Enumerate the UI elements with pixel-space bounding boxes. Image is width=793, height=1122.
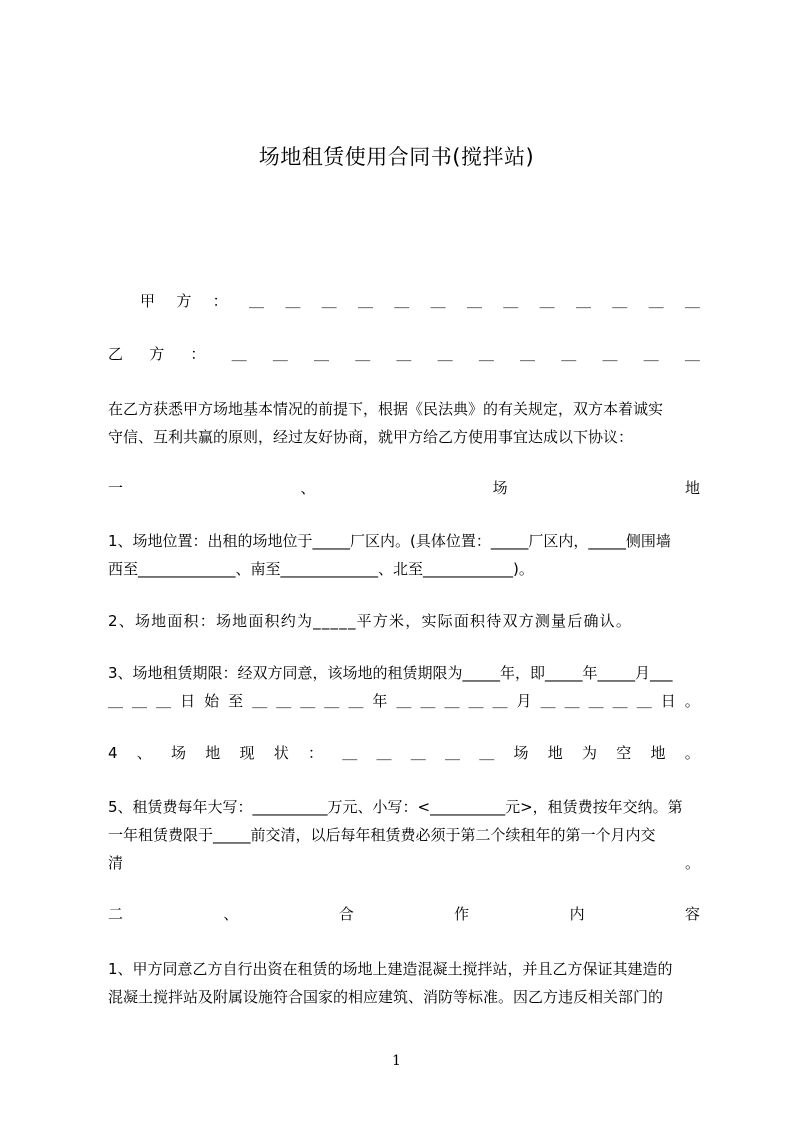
item-3-line-2-char: ＿ xyxy=(324,692,340,710)
party-b-char: ＿ xyxy=(520,345,536,363)
item-3-line-2-char: 年 xyxy=(372,692,388,710)
party-a-char: ＿ xyxy=(575,292,591,310)
party-b-char: ＿ xyxy=(561,345,577,363)
item-3-line-2-char: 日 xyxy=(660,692,676,710)
party-a-char: ＿ xyxy=(430,292,446,310)
item-4-char: ： xyxy=(308,744,324,762)
item-3-line-2-char: ＿ xyxy=(612,692,628,710)
party-b-char: ＿ xyxy=(396,345,412,363)
party-b-char: ＿ xyxy=(272,345,288,363)
party-a-line xyxy=(108,289,700,313)
item-4-char: 地 xyxy=(650,744,666,762)
item-3-line-2-char: ＿ xyxy=(156,692,172,710)
item-4-char: 、 xyxy=(136,744,152,762)
item-3-line-1: 3、场地租赁期限：经双方同意，该场地的租赁期限为_____年，即_____年_____月___ xyxy=(108,664,673,682)
item-5-line-1: 5、租赁费每年大写：__________万元、小写：<__________元>，租赁费按年交纳。第 xyxy=(108,798,683,816)
item-3-line-2-char: 日 xyxy=(180,692,196,710)
item-3-line-2-char: ＿ xyxy=(444,692,460,710)
section-2-heading-char: 内 xyxy=(569,905,585,923)
item-5-line-3-left: 清 xyxy=(108,854,124,872)
section-2-heading-char: 作 xyxy=(454,905,470,923)
section-2-heading-char: 、 xyxy=(223,905,239,923)
party-a-char: ＿ xyxy=(648,292,664,310)
item-5-line-2: 一年租赁费限于_____前交清，以后每年租赁费必须于第二个续租年的第一个月内交 xyxy=(108,826,656,844)
party-a-char: ＿ xyxy=(357,292,373,310)
item-4-char: ＿ xyxy=(479,744,495,762)
party-a-char: ＿ xyxy=(466,292,482,310)
item-3-line-2-char: ＿ xyxy=(252,692,268,710)
party-a-char: ＿ xyxy=(248,292,264,310)
item-3-line-2-char: 至 xyxy=(228,692,244,710)
item-3-line-2-char: 始 xyxy=(204,692,220,710)
item-3-line-2-char: ＿ xyxy=(540,692,556,710)
party-a-char: ＿ xyxy=(394,292,410,310)
page-number: 1 xyxy=(392,1053,401,1069)
section-1-heading-char: 场 xyxy=(492,479,508,497)
party-a-char: 方 xyxy=(176,292,192,310)
item-3-line-2-char: ＿ xyxy=(300,692,316,710)
item-4-char: 为 xyxy=(582,744,598,762)
preamble-line-2: 守信、互利共赢的原则，经过友好协商，就甲方给乙方使用事宜达成以下协议： xyxy=(108,428,634,446)
party-b-char: ＿ xyxy=(478,345,494,363)
party-a-char: ＿ xyxy=(539,292,555,310)
item-1-line-1: 1、场地位置：出租的场地位于_____厂区内。(具体位置：_____厂区内，_____侧围墙 xyxy=(108,532,671,550)
party-a-char: ＿ xyxy=(285,292,301,310)
item-3-line-2-char: ＿ xyxy=(108,692,124,710)
item-4-char: 4 xyxy=(108,744,118,762)
item-4-char: ＿ xyxy=(410,744,426,762)
item-4-char: 空 xyxy=(616,744,632,762)
item-3-line-2-char: ＿ xyxy=(132,692,148,710)
party-b-char: ＿ xyxy=(643,345,659,363)
item-4-char: ＿ xyxy=(376,744,392,762)
item-3-line-2-char: ＿ xyxy=(636,692,652,710)
party-b-char: 乙 xyxy=(108,345,124,363)
item-4-char: 。 xyxy=(684,744,700,762)
party-b-char: ＿ xyxy=(314,345,330,363)
party-b-char: 方 xyxy=(149,345,165,363)
preamble-line-1: 在乙方获悉甲方场地基本情况的前提下，根据《民法典》的有关规定，双方本着诚实 xyxy=(108,400,664,418)
party-b-line xyxy=(108,342,700,366)
party-a-char: ＿ xyxy=(684,292,700,310)
item-5-line-3-right: 。 xyxy=(684,854,700,872)
section-1-heading-char: 地 xyxy=(684,479,700,497)
item-3-line-2 xyxy=(108,689,700,713)
section-2-item-1-line-1: 1、甲方同意乙方自行出资在租赁的场地上建造混凝土搅拌站，并且乙方保证其建造的 xyxy=(108,960,673,978)
item-4-char: ＿ xyxy=(445,744,461,762)
party-a-char: ＿ xyxy=(321,292,337,310)
item-4-char: 状 xyxy=(273,744,289,762)
item-3-line-2-char: ＿ xyxy=(564,692,580,710)
party-a-char: ： xyxy=(212,292,228,310)
item-4-char: 现 xyxy=(239,744,255,762)
party-b-char: ＿ xyxy=(437,345,453,363)
item-3-line-2-char: ＿ xyxy=(348,692,364,710)
item-3-line-2-char: ＿ xyxy=(492,692,508,710)
party-b-char: ： xyxy=(190,345,206,363)
party-a-char: ＿ xyxy=(503,292,519,310)
item-3-line-2-char: ＿ xyxy=(420,692,436,710)
item-4-line xyxy=(108,741,700,765)
section-1-heading-char: 、 xyxy=(300,479,316,497)
party-b-char: ＿ xyxy=(684,345,700,363)
party-b-char: ＿ xyxy=(231,345,247,363)
section-2-heading-char: 合 xyxy=(338,905,354,923)
section-2-heading-char: 容 xyxy=(684,905,700,923)
section-1-heading-char: 一 xyxy=(108,479,124,497)
item-4-char: 场 xyxy=(513,744,529,762)
party-a-char: 甲 xyxy=(140,292,156,310)
item-3-line-2-char: ＿ xyxy=(468,692,484,710)
party-a-char: ＿ xyxy=(612,292,628,310)
item-3-line-2-char: ＿ xyxy=(588,692,604,710)
item-3-line-2-char: 月 xyxy=(516,692,532,710)
item-4-char: 场 xyxy=(171,744,187,762)
item-3-line-2-char: ＿ xyxy=(396,692,412,710)
document-body xyxy=(108,0,700,1122)
party-b-char: ＿ xyxy=(355,345,371,363)
item-3-line-2-char: ＿ xyxy=(276,692,292,710)
item-4-char: 地 xyxy=(547,744,563,762)
item-4-char: 地 xyxy=(205,744,221,762)
section-2-item-1-line-2: 混凝土搅拌站及附属设施符合国家的相应建筑、消防等标准。因乙方违反相关部门的 xyxy=(108,988,664,1006)
section-1-heading xyxy=(108,476,700,500)
section-2-heading-char: 二 xyxy=(108,905,124,923)
section-2-heading xyxy=(108,902,700,926)
item-3-line-2-char: 。 xyxy=(684,692,700,710)
item-1-line-2: 西至_____________、南至_____________、北至____________)。 xyxy=(108,560,534,578)
party-b-char: ＿ xyxy=(602,345,618,363)
item-5-line-3 xyxy=(108,851,700,875)
item-2-line-1: 2、场地面积：场地面积约为_____平方米，实际面积待双方测量后确认。 xyxy=(108,612,633,630)
document-title: 场地租赁使用合同书(搅拌站) xyxy=(258,145,535,169)
item-4-char: ＿ xyxy=(342,744,358,762)
